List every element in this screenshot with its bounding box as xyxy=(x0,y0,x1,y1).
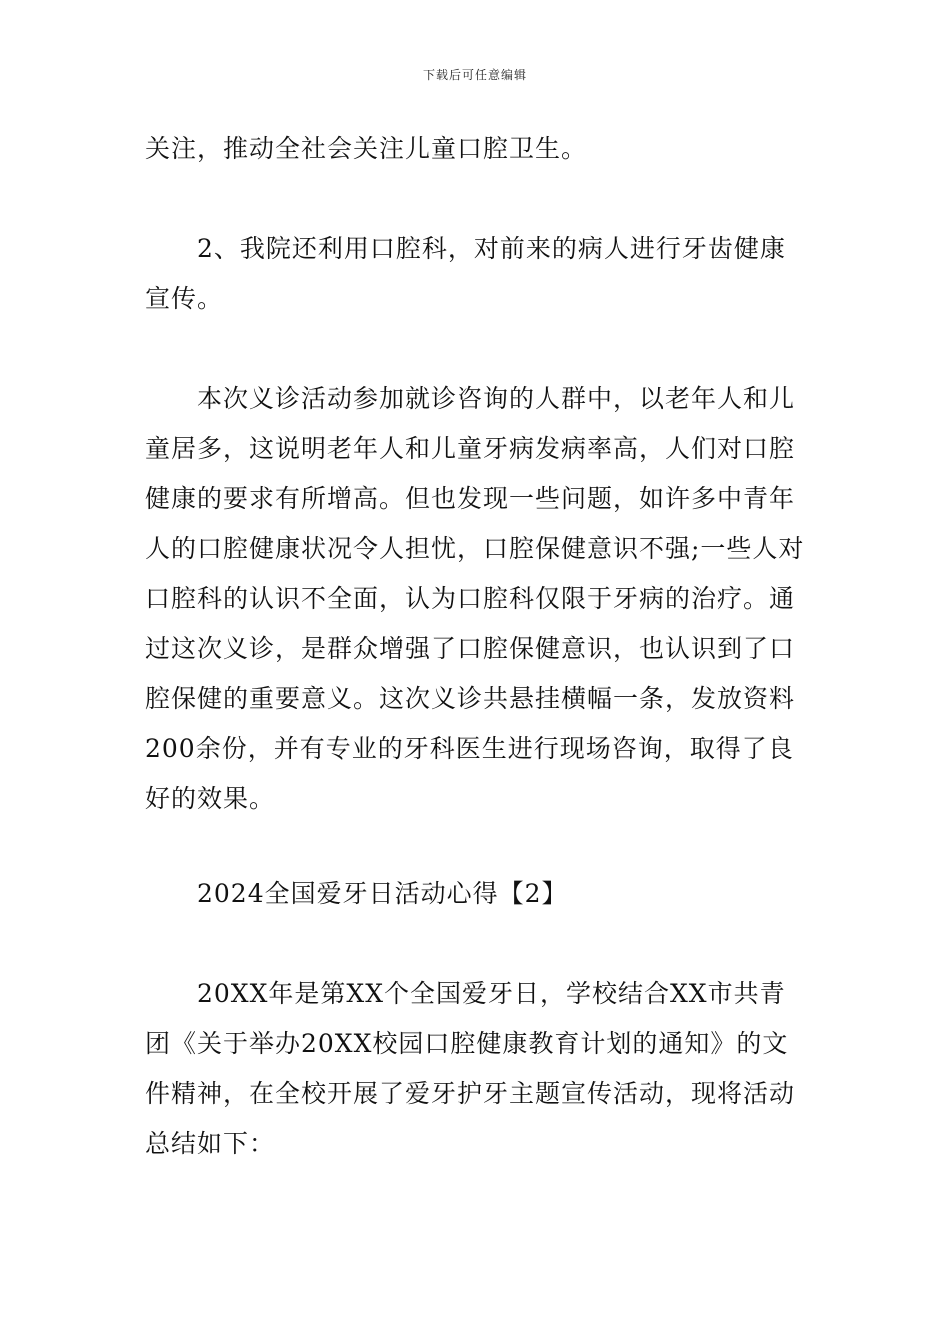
paragraph-summary: 本次义诊活动参加就诊咨询的人群中，以老年人和儿童居多，这说明老年人和儿童牙病发病率高，人们对口腔健康的要求有所增高。但也发现一些问题，如许多中青年人的口腔健康状况令人担忧，口腔保健意识不强;一些人对口腔科的认识不全面，认为口腔科仅限于牙病的治疗。通过这次义诊，是群众增强了口腔保健意识，也认识到了口腔保健的重要意义。这次义诊共悬挂横幅一条，发放资料200余份，并有专业的牙科医生进行现场咨询，取得了良好的效果。 xyxy=(145,384,805,813)
page-header: 下载后可任意编辑 xyxy=(422,68,527,82)
paragraph-item-2: 2、我院还利用口腔科，对前来的病人进行牙齿健康宣传。 xyxy=(145,234,786,313)
paragraph-continuation: 关注，推动全社会关注儿童口腔卫生。 xyxy=(145,134,588,163)
paragraph-intro: 20XX年是第XX个全国爱牙日，学校结合XX市共青团《关于举办20XX校园口腔健康教育计划的通知》的文件精神，在全校开展了爱牙护牙主题宣传活动，现将活动总结如下： xyxy=(145,979,796,1158)
section-heading: 2024全国爱牙日活动心得【2】 xyxy=(197,879,568,908)
